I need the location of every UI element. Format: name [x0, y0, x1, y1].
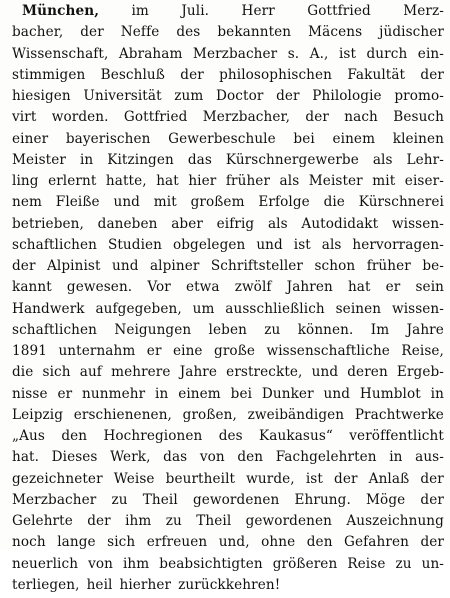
article-line: ling erlernt hatte, hat hier früher als Meister mit eiser- — [12, 173, 444, 189]
article-line: hiesigen Universität zum Doctor der Philologie promo- — [12, 88, 444, 104]
article-line: noch lange sich erfreuen und, ohne den Gefahren der — [12, 534, 444, 551]
article-line: nisse er nunmehr in einem bei Dunker und Humblot in — [12, 385, 444, 402]
article-line: stimmigen Beschluß der philosophischen Fakultät der — [12, 66, 444, 83]
article-line: betrieben, daneben aber eifrig als Autodidakt wissen- — [12, 215, 444, 232]
article-line: schaftlichen Studien obgelegen und ist als hervorragen- — [12, 236, 444, 253]
article-line: virt worden. Gottfried Merzbacher, der nach Besuch — [12, 109, 444, 126]
article-line: Gelehrte der ihm zu Theil gewordenen Auszeichnung — [12, 513, 444, 529]
article-line: schaftlichen Neigungen leben zu können. Im Jahre — [12, 321, 444, 338]
article-line: die sich auf mehrere Jahre erstreckte, und deren Ergeb- — [12, 364, 444, 381]
article-dateline: München, — [22, 3, 100, 19]
article-line: gezeichneter Weise beurtheilt wurde, ist der Anlaß der — [12, 470, 444, 487]
article-line: Handwerk aufgegeben, um ausschließlich seinen wissen- — [12, 300, 444, 317]
article-line: Leipzig erschienenen, großen, zweibändigen Prachtwerke — [12, 406, 444, 423]
article-body — [12, 3, 444, 598]
article-line: kannt gewesen. Vor etwa zwölf Jahren hat er sein — [12, 279, 444, 296]
article-line: bacher, der Neffe des bekannten Mäcens jüdischer — [12, 24, 444, 41]
article-line: Wissenschaft, Abraham Merzbacher s. A., ist durch ein- — [12, 45, 444, 62]
article-line: hat. Dieses Werk, das von den Fachgelehrten in aus- — [12, 449, 444, 466]
article-line: Merzbacher zu Theil gewordenen Ehrung. Möge der — [12, 491, 444, 508]
article-line: neuerlich von ihm beabsichtigten größeren Reise zu un- — [12, 555, 444, 572]
article-line: terliegen, heil hierher zurückkehren! — [12, 576, 281, 593]
article-line: einer bayerischen Gewerbeschule bei einem kleinen — [12, 130, 444, 147]
article-line: Meister in Kitzingen das Kürschnergewerbe als Lehr- — [12, 151, 444, 168]
article-line: 1891 unternahm er eine große wissenschaftliche Reise, — [12, 343, 444, 359]
article-line: nem Fleiße und mit großem Erfolge die Kürschnerei — [12, 194, 444, 211]
article-line: „Aus den Hochregionen des Kaukasus“ veröffentlicht — [12, 428, 444, 444]
article-line: München, im Juli. Herr Gottfried Merz- — [22, 3, 444, 19]
article-line: der Alpinist und alpiner Schriftsteller schon früher be- — [12, 258, 444, 274]
